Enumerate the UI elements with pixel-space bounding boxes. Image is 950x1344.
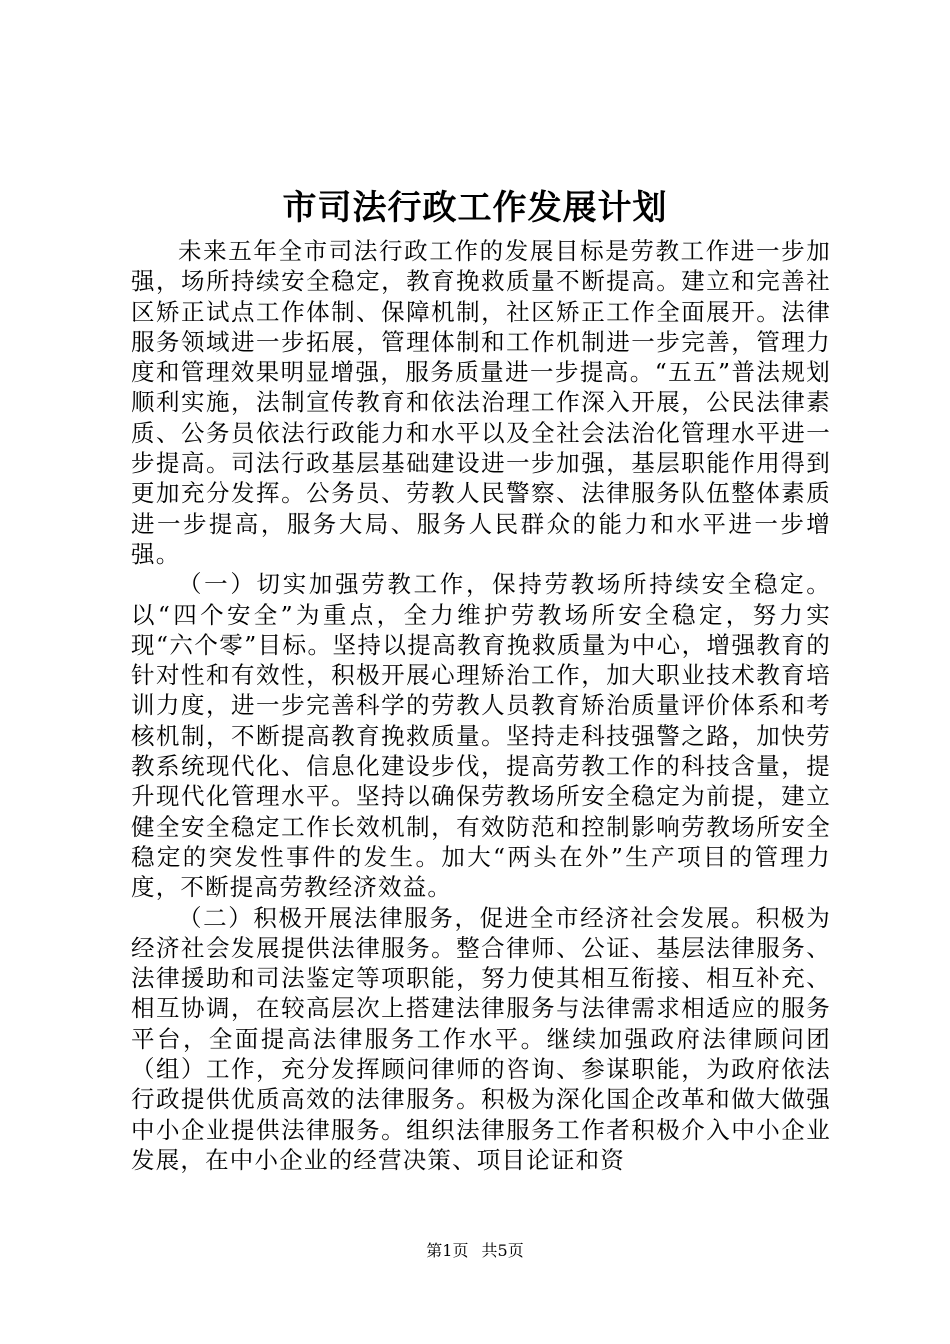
paragraph-section-1: （一）切实加强劳教工作，保持劳教场所持续安全稳定。以“四个安全”为重点，全力维护劳教场所安全稳定，努力实现“六个零”目标。坚持以提高教育挽救质量为中心，增强教育的针对性和有效性，积极开展心理矫治工作，加大职业技术教育培训力度，进一步完善科学的劳教人员教育矫治质量评价体系和考核机制，不断提高教育挽救质量。坚持走科技强警之路，加快劳教系统现代化、信息化建设步伐，提高劳教工作的科技含量，提升现代化管理水平。坚持以确保劳教场所安全稳定为前提，建立健全安全稳定工作长效机制，有效防范和控制影响劳教场所安全稳定的突发性事件的发生。加大“两头在外”生产项目的管理力度，不断提高劳教经济效益。 (131, 570, 831, 902)
document-title: 市司法行政工作发展计划 (282, 188, 668, 228)
page-footer (0, 1240, 950, 1262)
document-body (131, 236, 831, 1175)
paragraph-section-2: （二）积极开展法律服务，促进全市经济社会发展。积极为经济社会发展提供法律服务。整合律师、公证、基层法律服务、法律援助和司法鉴定等项职能，努力使其相互衔接、相互补充、相互协调，在较高层次上搭建法律服务与法律需求相适应的服务平台，全面提高法律服务工作水平。继续加强政府法律顾问团（组）工作，充分发挥顾问律师的咨询、参谋职能，为政府依法行政提供优质高效的法律服务。积极为深化国企改革和做大做强中小企业提供法律服务。组织法律服务工作者积极介入中小企业发展，在中小企业的经营决策、项目论证和资 (131, 903, 831, 1174)
paragraph-intro: 未来五年全市司法行政工作的发展目标是劳教工作进一步加强，场所持续安全稳定，教育挽救质量不断提高。建立和完善社区矫正试点工作体制、保障机制，社区矫正工作全面展开。法律服务领域进一步拓展，管理体制和工作机制进一步完善，管理力度和管理效果明显增强，服务质量进一步提高。“五五”普法规划顺利实施，法制宣传教育和依法治理工作深入开展，公民法律素质、公务员依法行政能力和水平以及全社会法治化管理水平进一步提高。司法行政基层基础建设进一步加强，基层职能作用得到更加充分发挥。公务员、劳教人民警察、法律服务队伍整体素质进一步提高，服务大局、服务人民群众的能力和水平进一步增强。 (131, 237, 831, 568)
page-total: 共5页 (481, 1241, 524, 1260)
page-number: 第1页 (426, 1241, 469, 1260)
